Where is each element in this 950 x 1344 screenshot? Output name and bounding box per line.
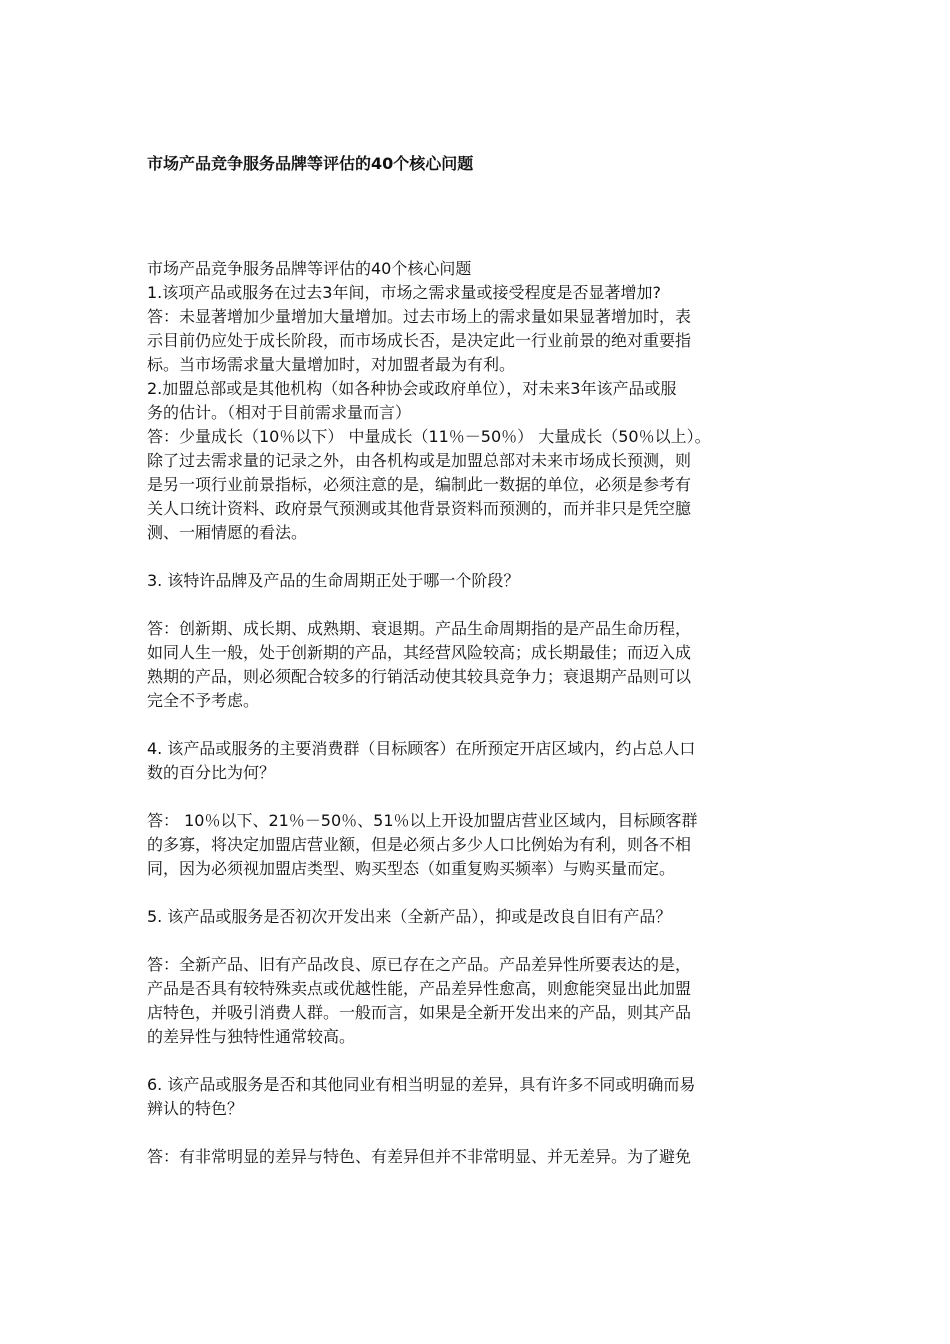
text-line: 店特色，并吸引消费人群。一般而言，如果是全新开发出来的产品，则其产品	[147, 1003, 692, 1022]
text-line: 数的百分比为何？	[147, 763, 276, 782]
paragraph-spacer	[147, 1049, 827, 1073]
text-line: 答：少量成长（10％以下） 中量成长（11％－50％） 大量成长（50％以上）。	[147, 427, 711, 446]
text-line: 完全不予考虑。	[147, 691, 260, 710]
text-line: 产品是否具有较特殊卖点或优越性能，产品差异性愈高，则愈能突显出此加盟	[147, 979, 692, 998]
text-line: 5. 该产品或服务是否初次开发出来（全新产品），抑或是改良自旧有产品？	[147, 907, 672, 926]
text-line: 的多寡，将决定加盟店营业额，但是必须占多少人口比例始为有利，则各不相	[147, 835, 692, 854]
text-line: 的差异性与独特性通常较高。	[147, 1027, 356, 1046]
text-line: 同，因为必须视加盟店类型、购买型态（如重复购买频率）与购买量而定。	[147, 859, 676, 878]
text-line: 答：有非常明显的差异与特色、有差异但并不非常明显、并无差异。为了避免	[147, 1147, 692, 1166]
text-line: 2.加盟总部或是其他机构（如各种协会或政府单位），对未来3年该产品或服	[147, 379, 677, 398]
document-title: 市场产品竞争服务品牌等评估的40个核心问题	[147, 154, 474, 173]
text-line: 6. 该产品或服务是否和其他同业有相当明显的差异，具有许多不同或明确而易	[147, 1075, 696, 1094]
text-line: 辨认的特色？	[147, 1099, 244, 1118]
text-line: 答：全新产品、旧有产品改良、原已存在之产品。产品差异性所要表达的是，	[147, 955, 692, 974]
text-line: 市场产品竞争服务品牌等评估的40个核心问题	[147, 259, 472, 278]
text-line: 是另一项行业前景指标，必须注意的是，编制此一数据的单位，必须是参考有	[147, 475, 692, 494]
document-body	[147, 257, 827, 1169]
text-line: 测、一厢情愿的看法。	[147, 523, 308, 542]
text-line: 示目前仍应处于成长阶段，而市场成长否，是决定此一行业前景的绝对重要指	[147, 331, 692, 350]
text-line: 答：创新期、成长期、成熟期、衰退期。产品生命周期指的是产品生命历程，	[147, 619, 692, 638]
paragraph-spacer	[147, 1121, 827, 1145]
paragraph-spacer	[147, 545, 827, 569]
text-line: 答： 10％以下、21％－50％、51％以上开设加盟店营业区域内，目标顾客群	[147, 811, 698, 830]
text-line: 熟期的产品，则必须配合较多的行销活动使其较具竞争力；衰退期产品则可以	[147, 667, 692, 686]
text-line: 关人口统计资料、政府景气预测或其他背景资料而预测的，而并非只是凭空臆	[147, 499, 692, 518]
text-line: 3. 该特许品牌及产品的生命周期正处于哪一个阶段？	[147, 571, 520, 590]
text-line: 1.该项产品或服务在过去3年间，市场之需求量或接受程度是否显著增加?	[147, 283, 661, 302]
paragraph-spacer	[147, 713, 827, 737]
paragraph-spacer	[147, 929, 827, 953]
paragraph-spacer	[147, 785, 827, 809]
text-line: 如同人生一般，处于创新期的产品，其经营风险较高；成长期最佳；而迈入成	[147, 643, 692, 662]
text-line: 答：未显著增加少量增加大量增加。过去市场上的需求量如果显著增加时，表	[147, 307, 692, 326]
text-line: 4. 该产品或服务的主要消费群（目标顾客）在所预定开店区域内，约占总人口	[147, 739, 696, 758]
paragraph-spacer	[147, 593, 827, 617]
text-line: 除了过去需求量的记录之外，由各机构或是加盟总部对未来市场成长预测，则	[147, 451, 692, 470]
text-line: 标。当市场需求量大量增加时，对加盟者最为有利。	[147, 355, 516, 374]
text-line: 务的估计。（相对于目前需求量而言）	[147, 403, 412, 422]
paragraph-spacer	[147, 881, 827, 905]
